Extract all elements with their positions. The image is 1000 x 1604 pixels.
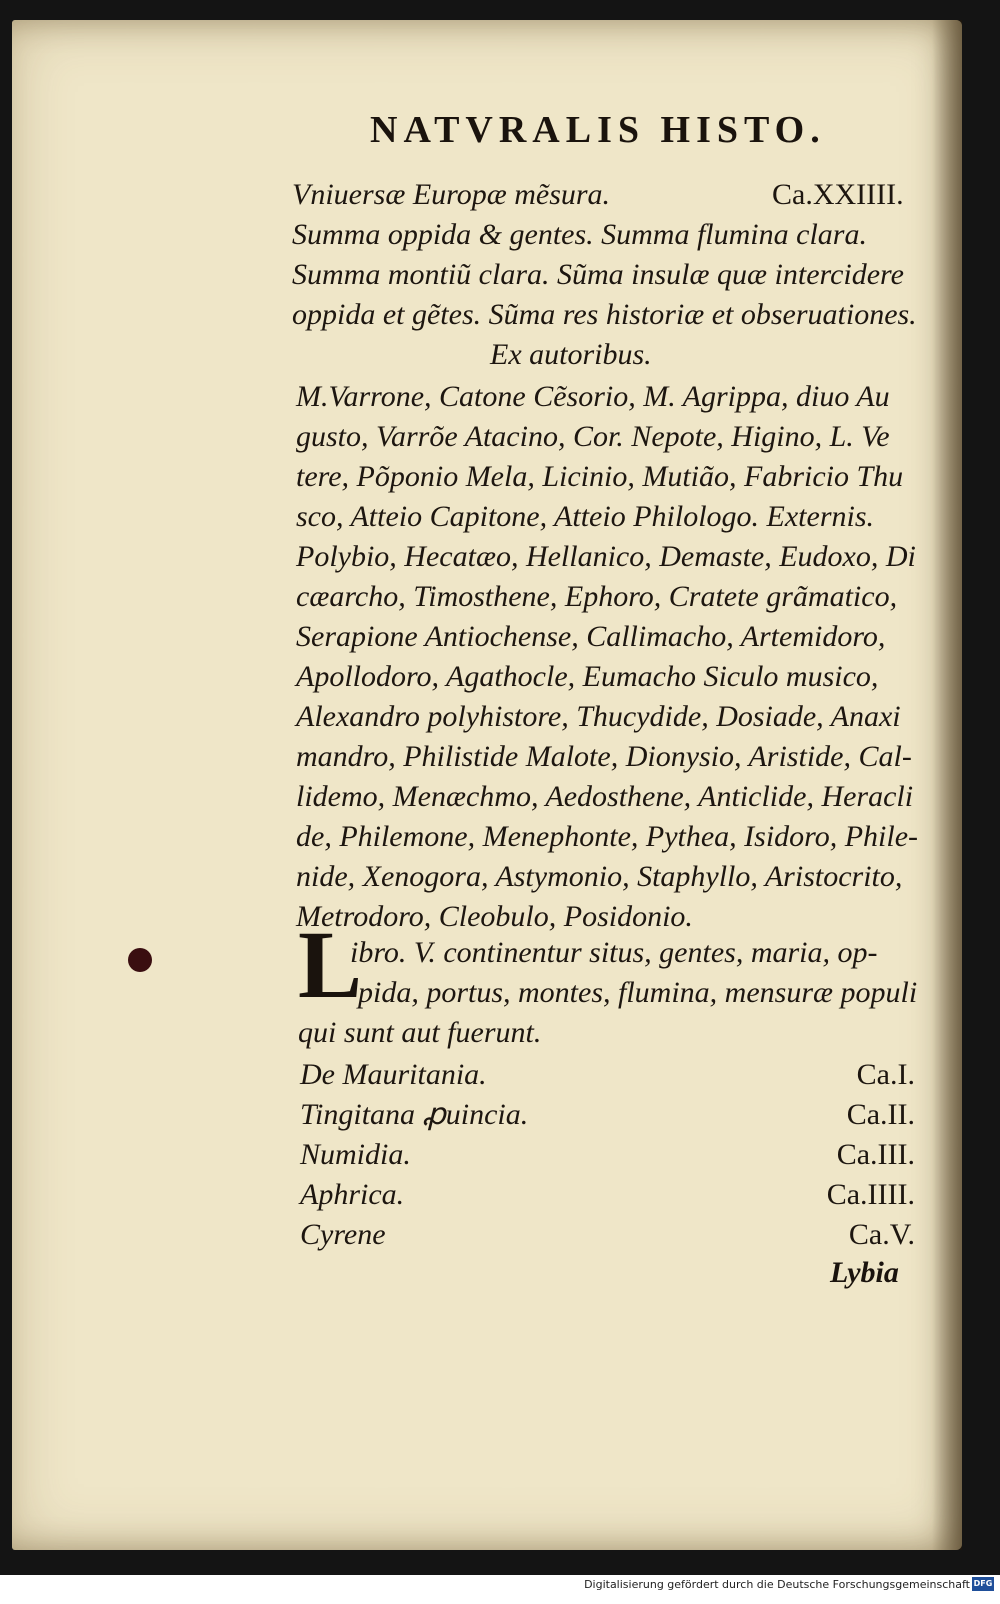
entry-title: Numidia. — [300, 1138, 411, 1171]
section-heading: Ex autoribus. — [490, 338, 652, 371]
chapter-entry — [300, 1176, 915, 1214]
entry-title: Tingitana ꝓuincia. — [300, 1098, 529, 1131]
entry-chapter: Ca.I. — [856, 1058, 915, 1091]
funding-credit: Digitalisierung gefördert durch die Deutsche Forschungsgemeinschaft — [584, 1578, 970, 1591]
text-line: Apollodoro, Agathocle, Eumacho Siculo musico, — [296, 660, 879, 693]
text-line: sco, Atteio Capitone, Atteio Philologo. Externis. — [296, 500, 874, 533]
text-line: Alexandro polyhistore, Thucydide, Dosiade, Anaxi — [296, 700, 901, 733]
entry-title: De Mauritania. — [300, 1058, 487, 1091]
entry-chapter: Ca.V. — [848, 1218, 915, 1251]
text-line: oppida et gẽtes. Sũma res historiæ et obseruationes. — [292, 298, 917, 331]
text-line: tere, Põponio Mela, Licinio, Mutião, Fabricio Thu — [296, 460, 904, 493]
chapter-entry — [300, 1056, 915, 1094]
entry-chapter: Ca.III. — [836, 1138, 915, 1171]
chapter-ref: Ca.XXIIII. — [772, 178, 904, 211]
ink-blot — [128, 948, 152, 972]
text-line: M.Varrone, Catone Cẽsorio, M. Agrippa, diuo Au — [296, 380, 890, 413]
text-line: lidemo, Menæchmo, Aedosthene, Anticlide, Heracli — [296, 780, 914, 813]
text-line: de, Philemone, Menephonte, Pythea, Isidoro, Phile- — [296, 820, 919, 853]
text-line: Metrodoro, Cleobulo, Posidonio. — [296, 900, 693, 933]
text-line: Serapione Antiochense, Callimacho, Artemidoro, — [296, 620, 886, 653]
entry-title: Cyrene — [300, 1218, 386, 1251]
text-line: qui sunt aut fuerunt. — [298, 1016, 542, 1049]
chapter-entry — [300, 1136, 915, 1174]
entry-chapter: Ca.IIII. — [826, 1178, 915, 1211]
drop-cap: L — [298, 911, 363, 1018]
chapter-entry — [300, 1096, 915, 1134]
text-line: mandro, Philistide Malote, Dionysio, Aristide, Cal- — [296, 740, 912, 773]
chapter-entry — [300, 1216, 915, 1254]
catchword: Lybia — [830, 1256, 899, 1289]
text-line: pida, portus, montes, flumina, mensuræ populi — [358, 976, 918, 1009]
dfg-logo: DFG — [972, 1577, 994, 1591]
running-header: NATVRALIS HISTO. — [370, 109, 826, 151]
page-gutter-shadow — [932, 20, 962, 1550]
entry-chapter: Ca.II. — [846, 1098, 915, 1131]
text-line: Polybio, Hecatæo, Hellanico, Demaste, Eudoxo, Di — [296, 540, 916, 573]
text-line — [292, 176, 610, 214]
entry-title: Aphrica. — [300, 1178, 405, 1211]
text-line: nide, Xenogora, Astymonio, Staphyllo, Aristocrito, — [296, 860, 903, 893]
text-line: gusto, Varrõe Atacino, Cor. Nepote, Higino, L. Ve — [296, 420, 890, 453]
text-line: cæarcho, Timosthene, Ephoro, Cratete grãmatico, — [296, 580, 898, 613]
text-line: ibro. V. continentur situs, gentes, maria, op- — [350, 936, 878, 969]
line-text: Vniuersæ Europæ mẽsura. — [292, 178, 611, 211]
text-line: Summa oppida & gentes. Summa flumina clara. — [292, 218, 867, 251]
text-line: Summa montiũ clara. Sũma insulæ quæ intercidere — [292, 258, 904, 291]
